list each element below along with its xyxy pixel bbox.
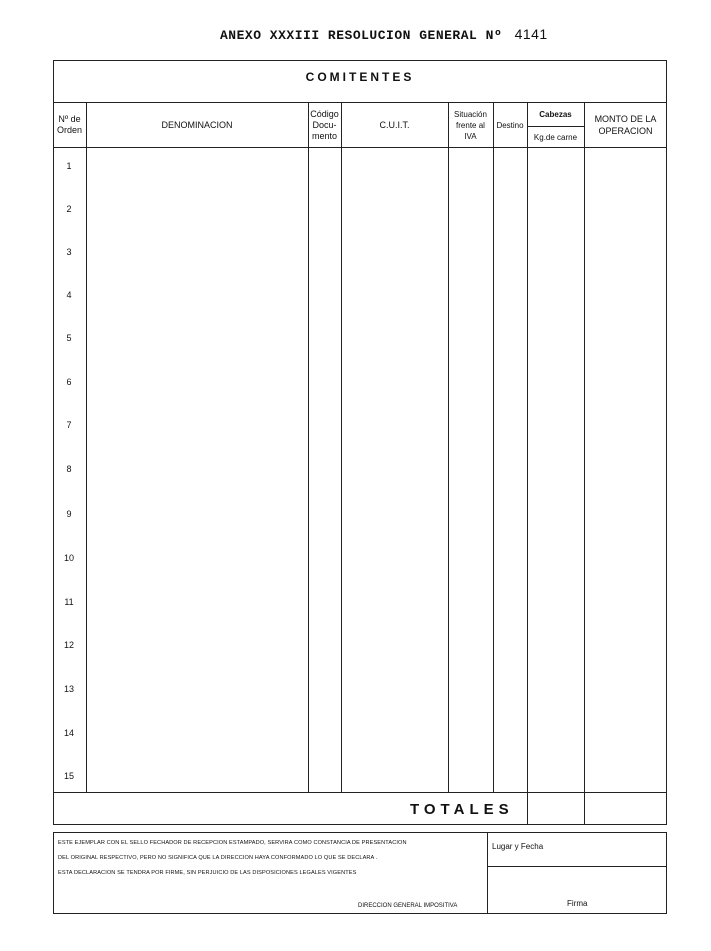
- signature-label: Firma: [567, 899, 588, 908]
- row-number: 14: [63, 728, 74, 738]
- col-divider-codigo: [341, 102, 342, 792]
- resolution-number: 4141: [514, 26, 548, 42]
- row-number: 11: [64, 597, 74, 607]
- row-number: 6: [66, 377, 72, 387]
- footer-divider-horizontal: [487, 866, 667, 867]
- footer-disclaimer-line-2: DEL ORIGINAL RESPECTIVO, PERO NO SIGNIFICA QUE LA DIRECCION HAYA CONFORMADO LO QUE SE DECLARA .: [58, 855, 378, 861]
- row-number: 1: [66, 161, 72, 171]
- header-bottom-rule: [53, 147, 667, 148]
- col-divider-destino: [527, 102, 528, 825]
- col-header-cabezas: Cabezas: [539, 110, 572, 119]
- col-header-destino: Destino: [496, 120, 524, 130]
- totals-top-rule: [53, 792, 667, 793]
- col-header-kg-carne: Kg.de carne: [533, 132, 578, 142]
- row-number: 8: [66, 464, 72, 474]
- col-divider-situacion: [493, 102, 494, 792]
- issuer-label: DIRECCION GENERAL IMPOSITIVA: [358, 903, 458, 909]
- col-header-denominacion: DENOMINACION: [161, 119, 233, 130]
- row-number: 9: [66, 509, 72, 519]
- row-number: 10: [63, 553, 74, 563]
- section-title: COMITENTES: [305, 70, 415, 84]
- col-divider-cabezas: [584, 102, 585, 825]
- col-header-situacion: Situación frente al IVA: [454, 109, 487, 141]
- footer-disclaimer-line-1: ESTE EJEMPLAR CON EL SELLO FECHADOR DE RECEPCION ESTAMPADO, SERVIRA COMO CONSTANCIA DE PRESENTACION: [58, 840, 407, 846]
- row-number: 3: [66, 247, 72, 257]
- col-divider-orden: [86, 102, 87, 792]
- row-number: 12: [63, 640, 74, 650]
- footer-disclaimer-line-3: ESTA DECLARACION SE TENDRA POR FIRME, SIN PERJUICIO DE LAS DISPOSICIONES LEGALES VIGENTES: [58, 870, 357, 876]
- col-divider-cuit: [448, 102, 449, 792]
- document-header: [220, 26, 548, 43]
- totals-label: TOTALES: [410, 801, 514, 818]
- row-number: 15: [63, 771, 74, 781]
- footer-divider-vertical: [487, 832, 488, 914]
- place-date-label: Lugar y Fecha: [492, 842, 544, 851]
- col-header-monto: MONTO DE LA OPERACION: [594, 114, 657, 136]
- document-title: ANEXO XXXIII RESOLUCION GENERAL Nº: [220, 28, 503, 43]
- row-number: 2: [66, 204, 72, 214]
- row-number: 5: [66, 333, 72, 343]
- row-number: 13: [63, 684, 74, 694]
- col-divider-denominacion: [308, 102, 309, 792]
- col-header-orden: Nº de Orden: [56, 114, 82, 135]
- row-number: 4: [66, 290, 72, 300]
- row-number: 7: [66, 420, 72, 430]
- col-header-cuit: C.U.I.T.: [379, 119, 410, 130]
- col-header-codigo: Código Docu- mento: [310, 108, 339, 141]
- form-frame: [53, 60, 667, 825]
